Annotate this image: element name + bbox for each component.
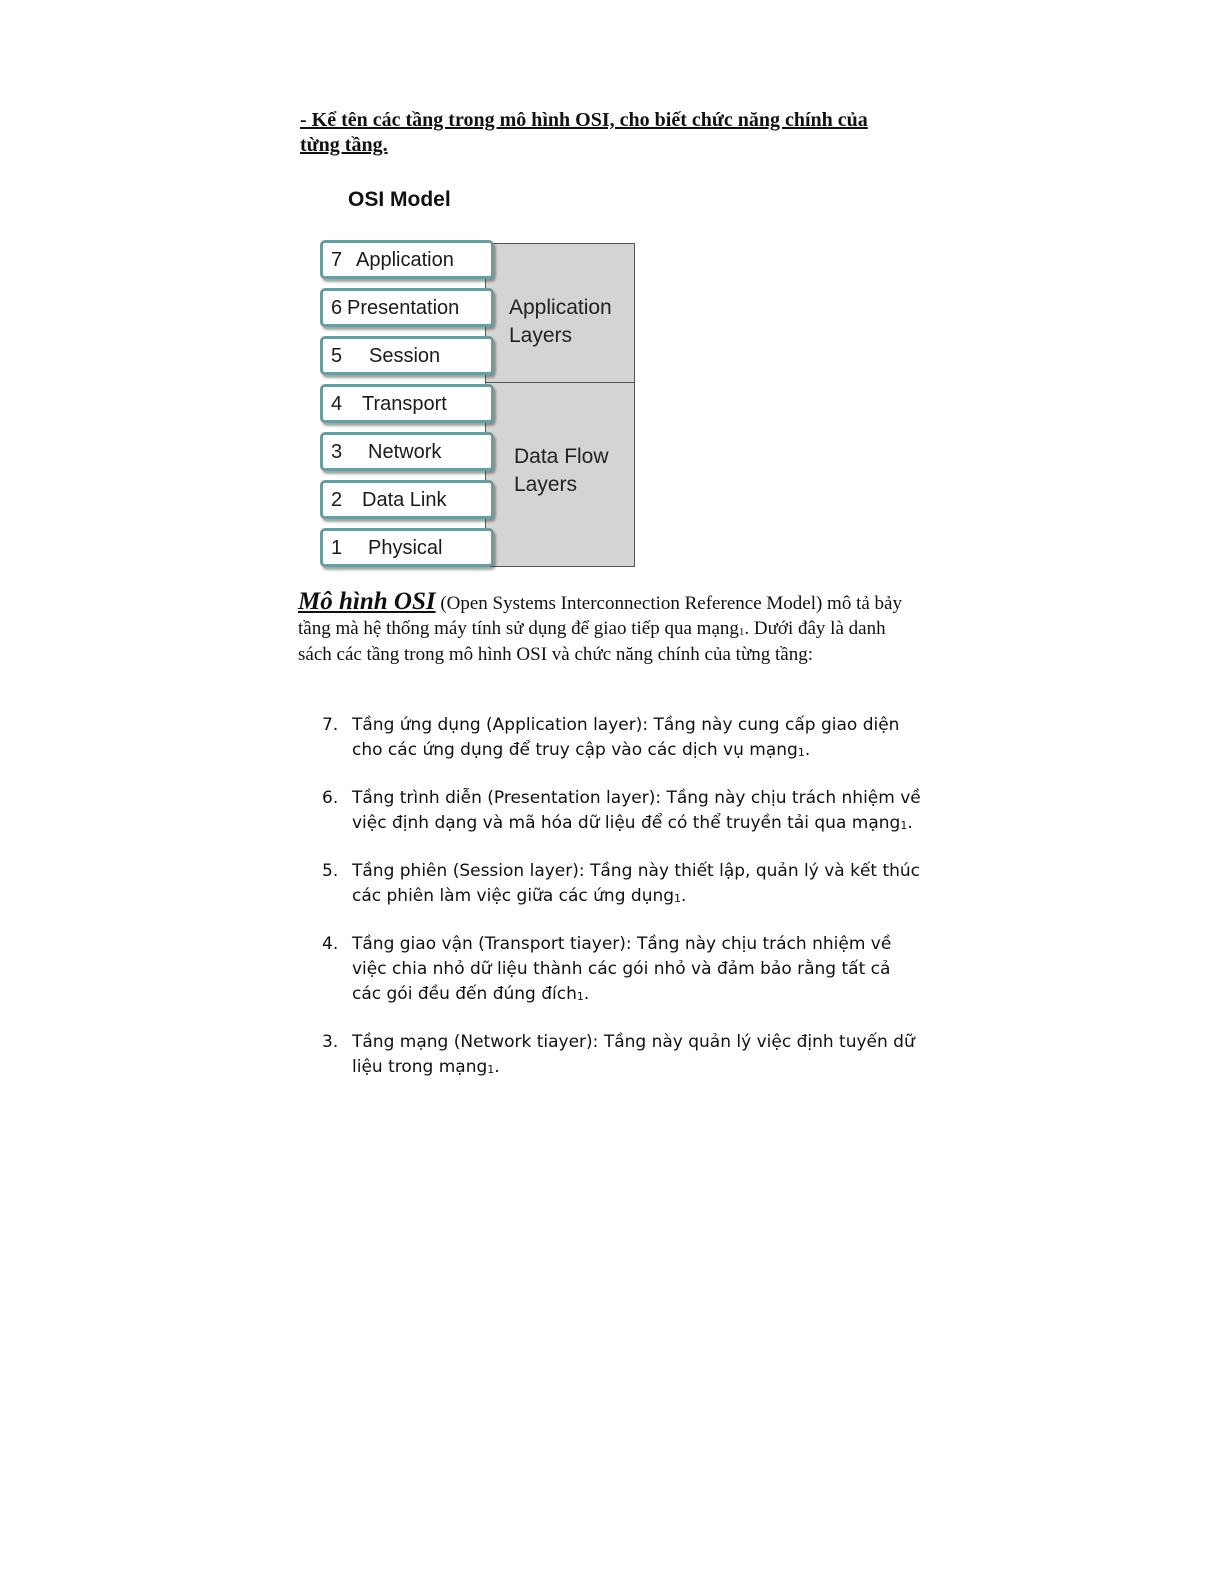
layer-box-presentation bbox=[320, 288, 494, 327]
layer-number: 2 bbox=[331, 489, 343, 511]
list-text: Tầng giao vận (Transport tiayer): Tầng này chịu trách nhiệm về việc chia nhỏ dữ liệu thành các gói nhỏ và đảm bảo rằng tất cả các gói đều đến đúng đích bbox=[352, 934, 892, 1004]
list-text: Tầng trình diễn (Presentation layer): Tầng này chịu trách nhiệm về việc định dạng và mã hóa dữ liệu để có thể truyền tải qua mạng bbox=[352, 788, 921, 833]
group-label: Application bbox=[509, 296, 612, 319]
layer-name: Transport bbox=[362, 393, 447, 415]
list-index: 6. bbox=[322, 788, 339, 808]
layer-number: 6 bbox=[331, 297, 343, 319]
layer-box-data-link bbox=[320, 480, 494, 519]
list-text: Tầng mạng (Network tiayer): Tầng này quản lý việc định tuyến dữ liệu trong mạng bbox=[352, 1032, 915, 1077]
group-label: Layers bbox=[509, 324, 573, 347]
intro-paragraph bbox=[298, 590, 910, 668]
list-item bbox=[322, 713, 922, 764]
layer-number: 7 bbox=[331, 249, 343, 271]
intro-text: . Dưới đây là danh sách các tầng trong mô hình OSI và chức năng chính của từng tầng: bbox=[298, 617, 886, 665]
layer-name: Physical bbox=[368, 537, 443, 559]
footnote-ref: 1 bbox=[674, 892, 682, 905]
layer-box-physical bbox=[320, 528, 494, 567]
layer-number: 4 bbox=[331, 393, 343, 415]
list-index: 5. bbox=[322, 861, 339, 881]
list-end: . bbox=[583, 984, 590, 1004]
footnote-ref: 1 bbox=[900, 819, 908, 832]
list-index: 3. bbox=[322, 1032, 339, 1052]
footnote-ref: 1 bbox=[487, 1063, 495, 1076]
application-layers-group bbox=[485, 243, 635, 383]
list-text: Tầng ứng dụng (Application layer): Tầng này cung cấp giao diện cho các ứng dụng để truy cập vào các dịch vụ mạng bbox=[352, 715, 900, 760]
footnote-ref: 1 bbox=[797, 746, 805, 759]
layer-number: 3 bbox=[331, 441, 343, 463]
layer-name: Network bbox=[368, 441, 442, 463]
data-flow-layers-group bbox=[485, 382, 635, 567]
intro-text: (Open Systems Interconnection Reference Model) mô tả bảy tầng mà hệ thống máy tính sử dụng để giao tiếp qua mạng bbox=[298, 593, 902, 639]
list-end: . bbox=[681, 886, 687, 906]
list-item bbox=[322, 859, 922, 910]
list-index: 7. bbox=[322, 715, 339, 735]
group-label: Layers bbox=[514, 473, 578, 496]
osi-model-figure bbox=[300, 180, 660, 590]
figure-title: OSI Model bbox=[348, 188, 451, 211]
layer-name: Application bbox=[356, 249, 454, 271]
list-index: 4. bbox=[322, 934, 339, 954]
list-end: . bbox=[494, 1057, 500, 1077]
layer-box-network bbox=[320, 432, 494, 471]
footnote-ref: 1 bbox=[576, 990, 584, 1003]
list-item bbox=[322, 1030, 922, 1081]
layer-name: Data Link bbox=[362, 489, 447, 511]
list-item bbox=[322, 786, 922, 837]
term-heading: Mô hình OSI bbox=[298, 588, 436, 615]
list-item bbox=[322, 932, 922, 1008]
list-end: . bbox=[907, 813, 913, 833]
layer-name: Presentation bbox=[347, 297, 460, 319]
list-end: . bbox=[804, 740, 811, 760]
footnote-ref: 1 bbox=[738, 625, 745, 638]
layer-number: 5 bbox=[331, 345, 343, 367]
layer-box-session bbox=[320, 336, 494, 375]
list-text: Tầng phiên (Session layer): Tầng này thiết lập, quản lý và kết thúc các phiên làm việc giữa các ứng dụng bbox=[352, 861, 921, 906]
question-heading: - Kể tên các tầng trong mô hình OSI, cho biết chức năng chính của từng tầng. bbox=[300, 109, 868, 156]
layer-box-transport bbox=[320, 384, 494, 423]
layer-box-application bbox=[320, 240, 494, 279]
layer-number: 1 bbox=[331, 537, 343, 559]
layer-list bbox=[322, 713, 922, 1103]
layer-name: Session bbox=[369, 345, 441, 367]
group-label: Data Flow bbox=[514, 445, 609, 468]
